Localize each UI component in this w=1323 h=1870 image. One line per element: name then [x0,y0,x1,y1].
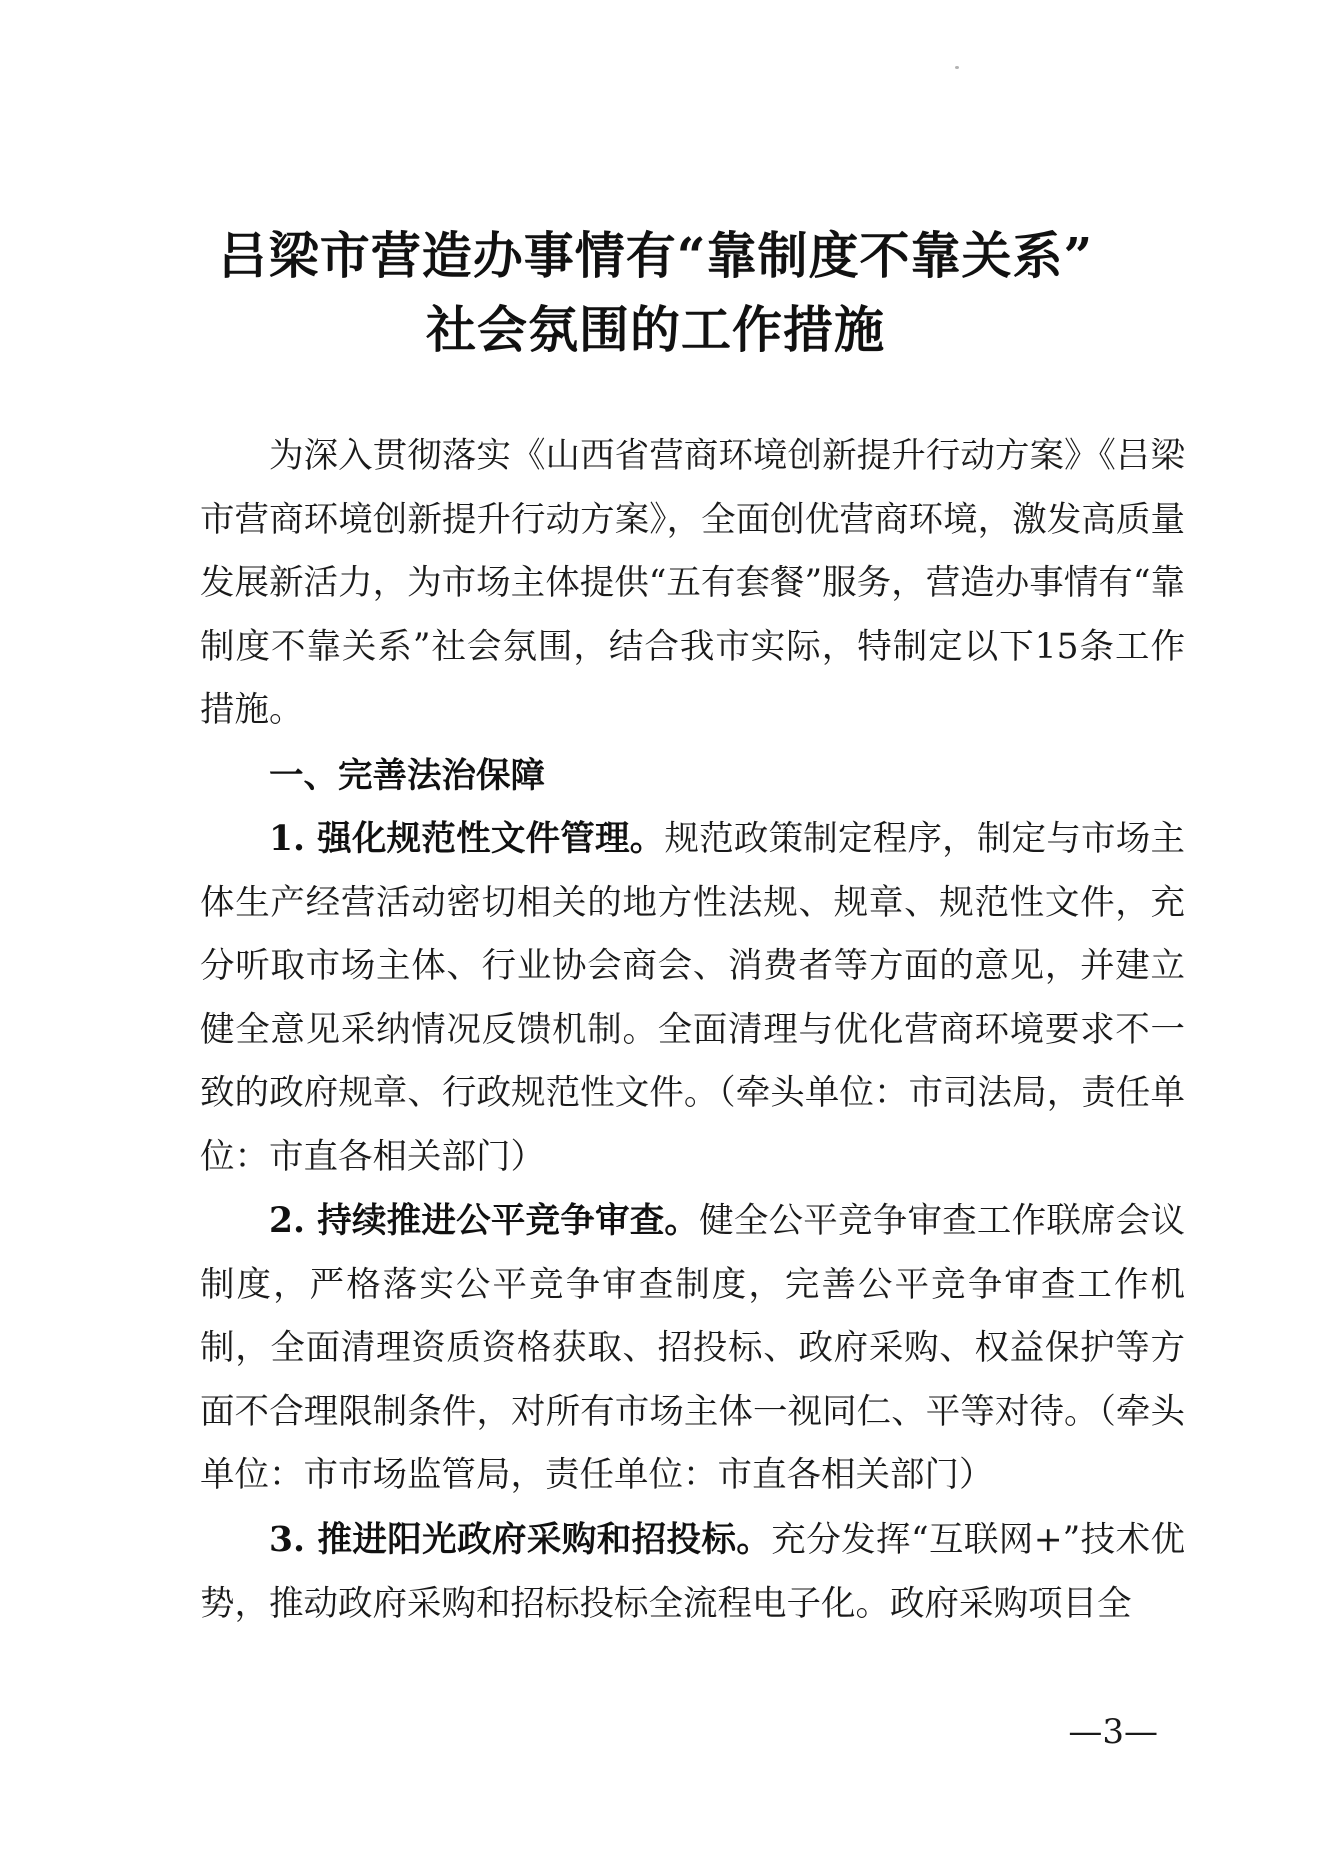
document-title-line1: 吕梁市营造办事情有“靠制度不靠关系” [217,226,1094,285]
measure-item-2 [200,1190,1185,1508]
measure-item-1-title: 1. 强化规范性文件管理。 [269,819,665,859]
page-number: —3— [1068,1712,1158,1752]
document-title-line2: 社会氛围的工作措施 [426,300,885,359]
measure-item-3-text: 充分发挥“互联网+”技术优势，推动政府采购和招标投标全流程电子化。政府采购项目全 [200,1520,1186,1624]
measure-item-1-text: 规范政策制定程序，制定与市场主体生产经营活动密切相关的地方性法规、规章、规范性文件，充分听取市场主体、行业协会商会、消费者等方面的意见，并建立健全意见采纳情况反馈机制。全面清理与优化营商环境要求不一致的政府规章、行政规范性文件。（牵头单位：市司法局，责任单位：市直各相关部门） [200,819,1185,1177]
measure-item-2-text: 健全公平竞争审查工作联席会议制度，严格落实公平竞争审查制度，完善公平竞争审查工作机制，全面清理资质资格获取、招投标、政府采购、权益保护等方面不合理限制条件，对所有市场主体一视同仁、平等对待。（牵头单位：市市场监管局，责任单位：市直各相关部门） [200,1201,1185,1495]
scan-speck [955,66,959,69]
intro-paragraph: 为深入贯彻落实《山西省营商环境创新提升行动方案》《吕梁市营商环境创新提升行动方案》，全面创优营商环境，激发高质量发展新活力，为市场主体提供“五有套餐”服务，营造办事情有“靠制度不靠关系”社会氛围，结合我市实际，特制定以下15条工作措施。 [200,436,1185,730]
measure-item-1 [200,808,1185,1189]
measure-item-3 [200,1509,1185,1636]
measure-item-2-title: 2. 持续推进公平竞争审查。 [269,1201,700,1241]
measure-item-3-title: 3. 推进阳光政府采购和招投标。 [269,1520,772,1560]
section-heading: 一、完善法治保障 [269,756,545,796]
